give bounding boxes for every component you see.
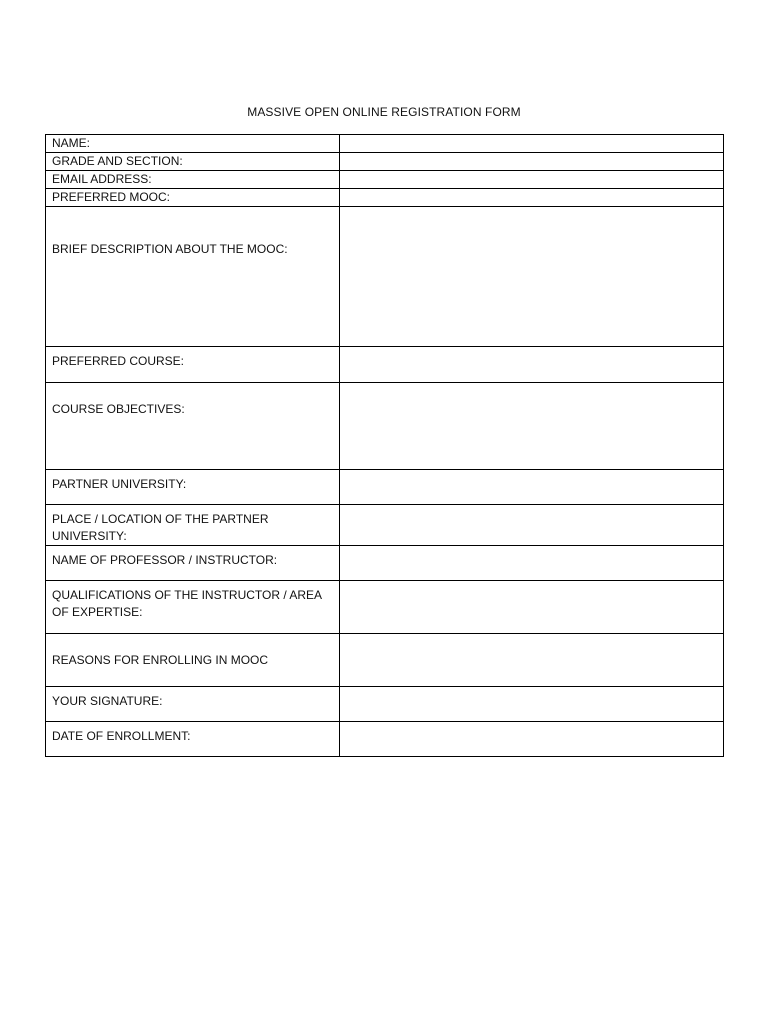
field-value-brief-description[interactable] [340,207,724,347]
field-label-enrollment-date: DATE OF ENROLLMENT: [46,722,340,757]
field-value-grade-section[interactable] [340,153,724,171]
table-row [46,347,724,383]
table-row [46,546,724,581]
table-row [46,189,724,207]
field-value-professor-name[interactable] [340,546,724,581]
field-label-course-objectives: COURSE OBJECTIVES: [46,383,340,470]
field-label-grade-section: GRADE AND SECTION: [46,153,340,171]
field-value-email[interactable] [340,171,724,189]
field-value-enrollment-date[interactable] [340,722,724,757]
field-value-signature[interactable] [340,687,724,722]
table-row [46,634,724,687]
table-row [46,581,724,634]
table-row [46,505,724,546]
field-label-brief-description: BRIEF DESCRIPTION ABOUT THE MOOC: [46,207,340,347]
field-label-instructor-qualifications: QUALIFICATIONS OF THE INSTRUCTOR / AREA OF EXPERTISE: [46,581,340,634]
field-label-partner-location: PLACE / LOCATION OF THE PARTNER UNIVERSITY: [46,505,340,546]
field-value-partner-university[interactable] [340,470,724,505]
table-row [46,470,724,505]
field-label-preferred-mooc: PREFERRED MOOC: [46,189,340,207]
field-value-course-objectives[interactable] [340,383,724,470]
table-row [46,687,724,722]
field-value-enrollment-reasons[interactable] [340,634,724,687]
table-row [46,171,724,189]
table-row [46,207,724,347]
page-title: MASSIVE OPEN ONLINE REGISTRATION FORM [247,105,521,119]
table-row [46,722,724,757]
field-label-name: NAME: [46,135,340,153]
field-label-professor-name: NAME OF PROFESSOR / INSTRUCTOR: [46,546,340,581]
field-value-preferred-mooc[interactable] [340,189,724,207]
field-label-email: EMAIL ADDRESS: [46,171,340,189]
table-row [46,153,724,171]
table-row [46,135,724,153]
field-label-enrollment-reasons: REASONS FOR ENROLLING IN MOOC [46,634,340,687]
field-label-partner-university: PARTNER UNIVERSITY: [46,470,340,505]
field-label-preferred-course: PREFERRED COURSE: [46,347,340,383]
field-value-partner-location[interactable] [340,505,724,546]
field-label-signature: YOUR SIGNATURE: [46,687,340,722]
field-value-instructor-qualifications[interactable] [340,581,724,634]
field-value-preferred-course[interactable] [340,347,724,383]
table-row [46,383,724,470]
field-value-name[interactable] [340,135,724,153]
registration-form-table [45,134,724,757]
